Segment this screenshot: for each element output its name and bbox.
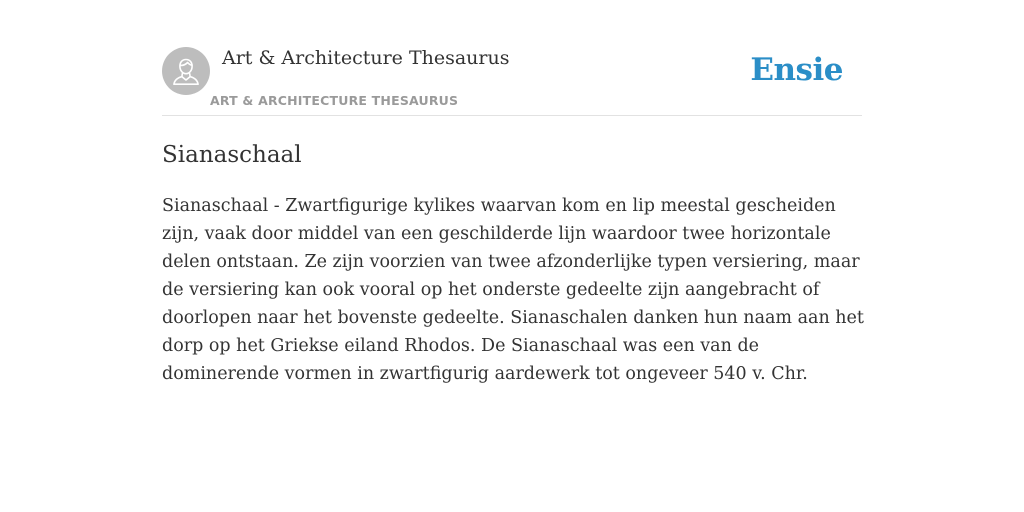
author-avatar[interactable] [162, 47, 210, 95]
entry-card [162, 0, 864, 384]
user-silhouette-icon [162, 47, 210, 95]
ensie-logo[interactable]: Ensie [750, 52, 843, 88]
source-title-link[interactable]: Art & Architecture Thesaurus [222, 47, 510, 69]
entry-term: Sianaschaal [162, 142, 302, 168]
entry-header [162, 0, 862, 116]
entry-definition: Sianaschaal - Zwartfigurige kylikes waarvan kom en lip meestal gescheiden zijn, vaak door middel van een geschilderde lijn waardoor twee horizontale delen ontstaan. Ze zijn voorzien van twee afzonderlijke typen versiering, maar de versiering kan ook vooral op het onderste gedeelte zijn aangebracht of doorlopen naar het bovenste gedeelte. Sianaschalen danken hun naam aan het dorp op het Griekse eiland Rhodos. De Sianaschaal was een van de dominerende vormen in zwartfigurig aardewerk tot ongeveer 540 v. Chr. [162, 196, 864, 384]
source-subtitle: ART & ARCHITECTURE THESAURUS [210, 93, 459, 108]
